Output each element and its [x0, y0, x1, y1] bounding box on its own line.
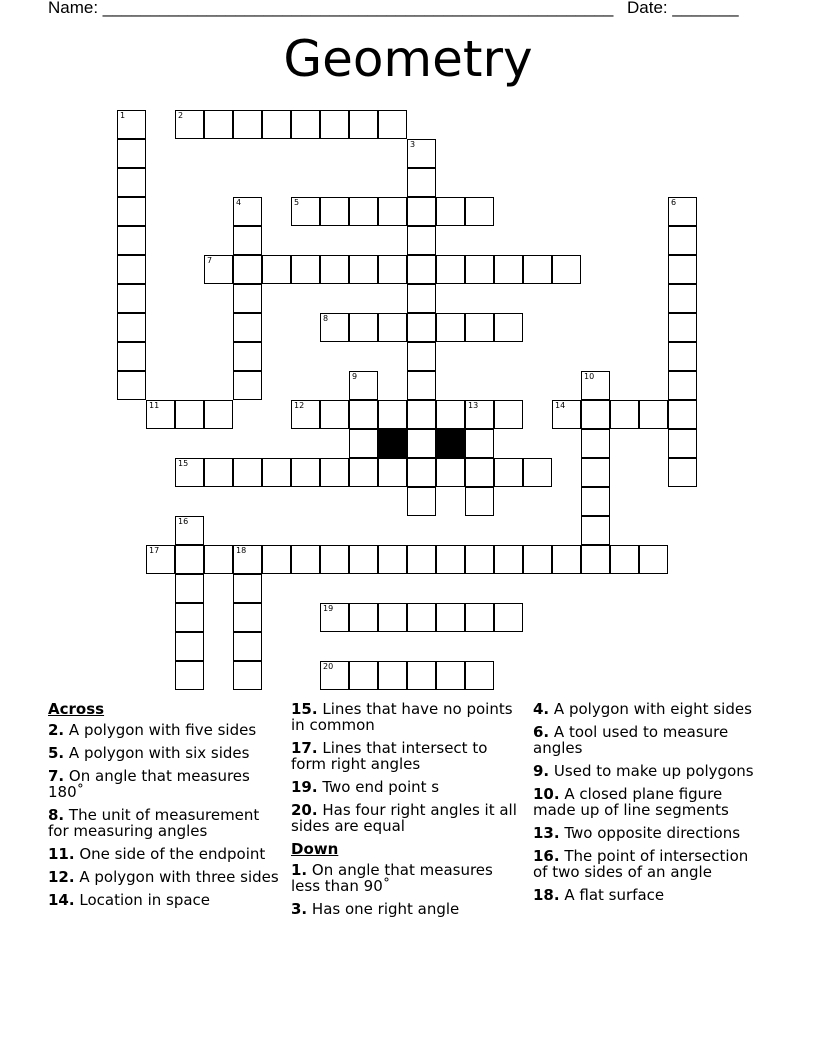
clue-number: 2: [178, 111, 184, 120]
grid-cell[interactable]: [436, 603, 465, 632]
grid-cell[interactable]: [639, 545, 668, 574]
grid-cell[interactable]: [320, 603, 349, 632]
grid-cell[interactable]: [320, 458, 349, 487]
clue-column-2: [291, 701, 523, 924]
grid-cell[interactable]: [668, 458, 697, 487]
grid-cell[interactable]: [552, 255, 581, 284]
grid-cell[interactable]: [581, 458, 610, 487]
grid-cell[interactable]: [436, 255, 465, 284]
clue-number: 15: [178, 459, 189, 468]
grid-cell[interactable]: [320, 400, 349, 429]
clue-item: [48, 745, 280, 761]
grid-cell[interactable]: [465, 603, 494, 632]
clue-number: 1: [120, 111, 126, 120]
grid-cell[interactable]: [175, 516, 204, 545]
clue-number: 11: [149, 401, 160, 410]
grid-cell[interactable]: [494, 545, 523, 574]
grid-cell[interactable]: [523, 545, 552, 574]
clue-text: A polygon with three sides: [79, 868, 279, 886]
grid-cell[interactable]: [349, 371, 378, 400]
grid-cell[interactable]: [175, 603, 204, 632]
grid-cell[interactable]: [291, 255, 320, 284]
page-title: Geometry: [283, 30, 533, 88]
grid-cell[interactable]: [349, 458, 378, 487]
clue-number: 18.: [533, 886, 560, 904]
clue-text: Lines that intersect to form right angles: [291, 739, 488, 773]
grid-cell[interactable]: [291, 110, 320, 139]
clue-number: 14: [555, 401, 566, 410]
grid-cell[interactable]: [552, 545, 581, 574]
grid-cell[interactable]: [349, 545, 378, 574]
grid-cell[interactable]: [233, 255, 262, 284]
clue-item: [291, 802, 523, 834]
grid-cell[interactable]: [436, 400, 465, 429]
clue-item: [48, 869, 280, 885]
grid-cell[interactable]: [407, 371, 436, 400]
grid-cell[interactable]: [233, 226, 262, 255]
date-field-label[interactable]: Date: _______: [627, 0, 739, 17]
grid-cell[interactable]: [233, 110, 262, 139]
clue-text: The unit of measurement for measuring angles: [48, 806, 260, 840]
clue-item: [291, 740, 523, 772]
clue-item: [291, 901, 523, 917]
clue-text: Used to make up polygons: [553, 762, 754, 780]
grid-cell[interactable]: [407, 545, 436, 574]
grid-cell[interactable]: [349, 110, 378, 139]
grid-cell[interactable]: [668, 226, 697, 255]
grid-cell[interactable]: [407, 429, 436, 458]
clue-number: 3.: [291, 900, 308, 918]
grid-cell[interactable]: [552, 400, 581, 429]
clue-item: [48, 768, 280, 800]
clue-item: [48, 722, 280, 738]
grid-cell[interactable]: [465, 458, 494, 487]
grid-cell[interactable]: [320, 110, 349, 139]
grid-cell[interactable]: [117, 110, 146, 139]
clue-number: 6.: [533, 723, 550, 741]
grid-cell[interactable]: [581, 487, 610, 516]
grid-cell[interactable]: [494, 603, 523, 632]
grid-cell[interactable]: [668, 313, 697, 342]
grid-cell[interactable]: [407, 197, 436, 226]
grid-cell[interactable]: [436, 458, 465, 487]
grid-cell[interactable]: [668, 284, 697, 313]
clue-number: 20.: [291, 801, 318, 819]
clue-text: On angle that measures 180˚: [48, 767, 250, 801]
grid-cell[interactable]: [320, 545, 349, 574]
grid-cell[interactable]: [175, 400, 204, 429]
grid-cell[interactable]: [233, 284, 262, 313]
clue-number: 17: [149, 546, 160, 555]
grid-cell[interactable]: [436, 313, 465, 342]
grid-cell[interactable]: [233, 574, 262, 603]
grid-cell[interactable]: [146, 545, 175, 574]
grid-cell[interactable]: [320, 661, 349, 690]
grid-cell[interactable]: [117, 226, 146, 255]
across-heading: Across: [48, 700, 105, 718]
grid-cell[interactable]: [262, 545, 291, 574]
grid-cell[interactable]: [378, 458, 407, 487]
grid-cell[interactable]: [465, 487, 494, 516]
grid-cell[interactable]: [349, 661, 378, 690]
grid-cell[interactable]: [407, 458, 436, 487]
grid-cell[interactable]: [117, 342, 146, 371]
grid-cell[interactable]: [204, 545, 233, 574]
clue-number: 5: [294, 198, 300, 207]
grid-cell[interactable]: [465, 313, 494, 342]
clue-number: 16: [178, 517, 189, 526]
clue-item: [48, 892, 280, 908]
clue-text: Has four right angles it all sides are equal: [291, 801, 517, 835]
grid-cell[interactable]: [117, 168, 146, 197]
grid-cell[interactable]: [465, 545, 494, 574]
grid-cell[interactable]: [175, 458, 204, 487]
clue-number: 12: [294, 401, 305, 410]
clue-text: A flat surface: [564, 886, 665, 904]
clue-number: 18: [236, 546, 247, 555]
grid-cell[interactable]: [233, 342, 262, 371]
grid-cell[interactable]: [146, 400, 175, 429]
grid-cell[interactable]: [233, 313, 262, 342]
grid-cell[interactable]: [320, 197, 349, 226]
grid-cell[interactable]: [349, 197, 378, 226]
grid-cell[interactable]: [204, 255, 233, 284]
grid-cell[interactable]: [494, 400, 523, 429]
clue-number: 7.: [48, 767, 65, 785]
grid-cell[interactable]: [407, 487, 436, 516]
grid-cell[interactable]: [465, 661, 494, 690]
grid-cell[interactable]: [668, 400, 697, 429]
clue-number: 5.: [48, 744, 65, 762]
grid-cell[interactable]: [320, 313, 349, 342]
grid-cell[interactable]: [465, 197, 494, 226]
grid-cell[interactable]: [262, 110, 291, 139]
grid-cell[interactable]: [494, 255, 523, 284]
clue-item: [533, 848, 765, 880]
grid-cell[interactable]: [233, 603, 262, 632]
grid-cell[interactable]: [407, 661, 436, 690]
grid-cell[interactable]: [349, 255, 378, 284]
grid-cell[interactable]: [378, 545, 407, 574]
grid-cell[interactable]: [581, 400, 610, 429]
grid-cell[interactable]: [407, 313, 436, 342]
grid-cell[interactable]: [349, 429, 378, 458]
grid-cell[interactable]: [117, 255, 146, 284]
clue-item: [48, 807, 280, 839]
grid-cell[interactable]: [233, 371, 262, 400]
clue-number: 2.: [48, 721, 65, 739]
clue-item: [291, 779, 523, 795]
grid-cell[interactable]: [407, 342, 436, 371]
clue-number: 3: [410, 140, 416, 149]
grid-cell[interactable]: [204, 110, 233, 139]
clue-number: 1.: [291, 861, 308, 879]
grid-cell[interactable]: [291, 400, 320, 429]
grid-cell[interactable]: [233, 545, 262, 574]
grid-cell[interactable]: [117, 371, 146, 400]
clue-text: A closed plane figure made up of line segments: [533, 785, 729, 819]
grid-cell[interactable]: [668, 197, 697, 226]
grid-cell[interactable]: [291, 197, 320, 226]
clue-number: 4.: [533, 700, 550, 718]
grid-cell[interactable]: [407, 603, 436, 632]
clue-number: 8: [323, 314, 329, 323]
grid-cell[interactable]: [378, 603, 407, 632]
clue-number: 8.: [48, 806, 65, 824]
clue-text: One side of the endpoint: [79, 845, 266, 863]
grid-cell[interactable]: [175, 661, 204, 690]
grid-cell[interactable]: [436, 661, 465, 690]
clue-number: 9.: [533, 762, 550, 780]
clue-item: [533, 724, 765, 756]
black-square: [378, 429, 407, 458]
grid-cell[interactable]: [262, 458, 291, 487]
grid-cell[interactable]: [407, 139, 436, 168]
clue-number: 19: [323, 604, 334, 613]
clue-text: Location in space: [79, 891, 211, 909]
clue-number: 9: [352, 372, 358, 381]
grid-cell[interactable]: [494, 458, 523, 487]
grid-cell[interactable]: [378, 313, 407, 342]
grid-cell[interactable]: [494, 313, 523, 342]
grid-cell[interactable]: [610, 400, 639, 429]
grid-cell[interactable]: [436, 545, 465, 574]
grid-cell[interactable]: [407, 226, 436, 255]
grid-cell[interactable]: [175, 110, 204, 139]
grid-cell[interactable]: [581, 545, 610, 574]
grid-cell[interactable]: [233, 632, 262, 661]
grid-cell[interactable]: [436, 197, 465, 226]
grid-cell[interactable]: [581, 429, 610, 458]
grid-cell[interactable]: [668, 429, 697, 458]
clue-text: Two end point s: [322, 778, 440, 796]
clue-text: A polygon with five sides: [68, 721, 257, 739]
clue-text: Two opposite directions: [564, 824, 741, 842]
clue-number: 11.: [48, 845, 75, 863]
clue-text: A polygon with six sides: [68, 744, 250, 762]
grid-cell[interactable]: [204, 400, 233, 429]
grid-cell[interactable]: [668, 371, 697, 400]
clue-number: 12.: [48, 868, 75, 886]
clue-number: 19.: [291, 778, 318, 796]
grid-cell[interactable]: [233, 197, 262, 226]
clue-number: 6: [671, 198, 677, 207]
grid-cell[interactable]: [320, 255, 349, 284]
grid-cell[interactable]: [407, 284, 436, 313]
clue-text: Has one right angle: [311, 900, 460, 918]
clue-item: [533, 786, 765, 818]
grid-cell[interactable]: [291, 545, 320, 574]
clue-item: [291, 862, 523, 894]
clue-number: 4: [236, 198, 242, 207]
clue-text: On angle that measures less than 90˚: [291, 861, 493, 895]
clue-number: 20: [323, 662, 334, 671]
grid-cell[interactable]: [233, 458, 262, 487]
grid-cell[interactable]: [581, 371, 610, 400]
clue-item: [291, 701, 523, 733]
grid-cell[interactable]: [378, 197, 407, 226]
grid-cell[interactable]: [349, 313, 378, 342]
grid-cell[interactable]: [349, 400, 378, 429]
clue-item: [533, 825, 765, 841]
clue-number: 10: [584, 372, 595, 381]
grid-cell[interactable]: [378, 255, 407, 284]
grid-cell[interactable]: [349, 603, 378, 632]
grid-cell[interactable]: [233, 661, 262, 690]
clue-text: A tool used to measure angles: [533, 723, 729, 757]
grid-cell[interactable]: [465, 429, 494, 458]
clue-text: A polygon with eight sides: [553, 700, 752, 718]
clue-text: Lines that have no points in common: [291, 700, 513, 734]
grid-cell[interactable]: [523, 255, 552, 284]
clue-text: The point of intersection of two sides of an angle: [533, 847, 749, 881]
grid-cell[interactable]: [610, 545, 639, 574]
clue-column-3: [533, 701, 765, 910]
clue-number: 10.: [533, 785, 560, 803]
grid-cell[interactable]: [175, 545, 204, 574]
clue-number: 13: [468, 401, 479, 410]
clue-item: [533, 763, 765, 779]
grid-cell[interactable]: [639, 400, 668, 429]
grid-cell[interactable]: [378, 110, 407, 139]
clue-column-1: [48, 701, 280, 915]
grid-cell[interactable]: [465, 255, 494, 284]
clue-item: [533, 887, 765, 903]
clue-number: 17.: [291, 739, 318, 757]
grid-cell[interactable]: [117, 139, 146, 168]
grid-cell[interactable]: [117, 197, 146, 226]
grid-cell[interactable]: [117, 313, 146, 342]
grid-cell[interactable]: [581, 516, 610, 545]
grid-cell[interactable]: [291, 458, 320, 487]
grid-cell[interactable]: [668, 342, 697, 371]
grid-cell[interactable]: [523, 458, 552, 487]
name-field-label[interactable]: Name: ______________________________________________________: [48, 0, 614, 17]
clue-item: [48, 846, 280, 862]
grid-cell[interactable]: [378, 400, 407, 429]
grid-cell[interactable]: [175, 574, 204, 603]
clue-number: 14.: [48, 891, 75, 909]
down-heading: Down: [291, 840, 339, 858]
black-square: [436, 429, 465, 458]
clue-item: [533, 701, 765, 717]
grid-cell[interactable]: [262, 255, 291, 284]
clue-number: 7: [207, 256, 213, 265]
grid-cell[interactable]: [117, 284, 146, 313]
grid-cell[interactable]: [407, 255, 436, 284]
grid-cell[interactable]: [668, 255, 697, 284]
grid-cell[interactable]: [407, 168, 436, 197]
grid-cell[interactable]: [407, 400, 436, 429]
grid-cell[interactable]: [378, 661, 407, 690]
grid-cell[interactable]: [175, 632, 204, 661]
grid-cell[interactable]: [465, 400, 494, 429]
clue-number: 13.: [533, 824, 560, 842]
clue-number: 16.: [533, 847, 560, 865]
grid-cell[interactable]: [204, 458, 233, 487]
clue-number: 15.: [291, 700, 318, 718]
